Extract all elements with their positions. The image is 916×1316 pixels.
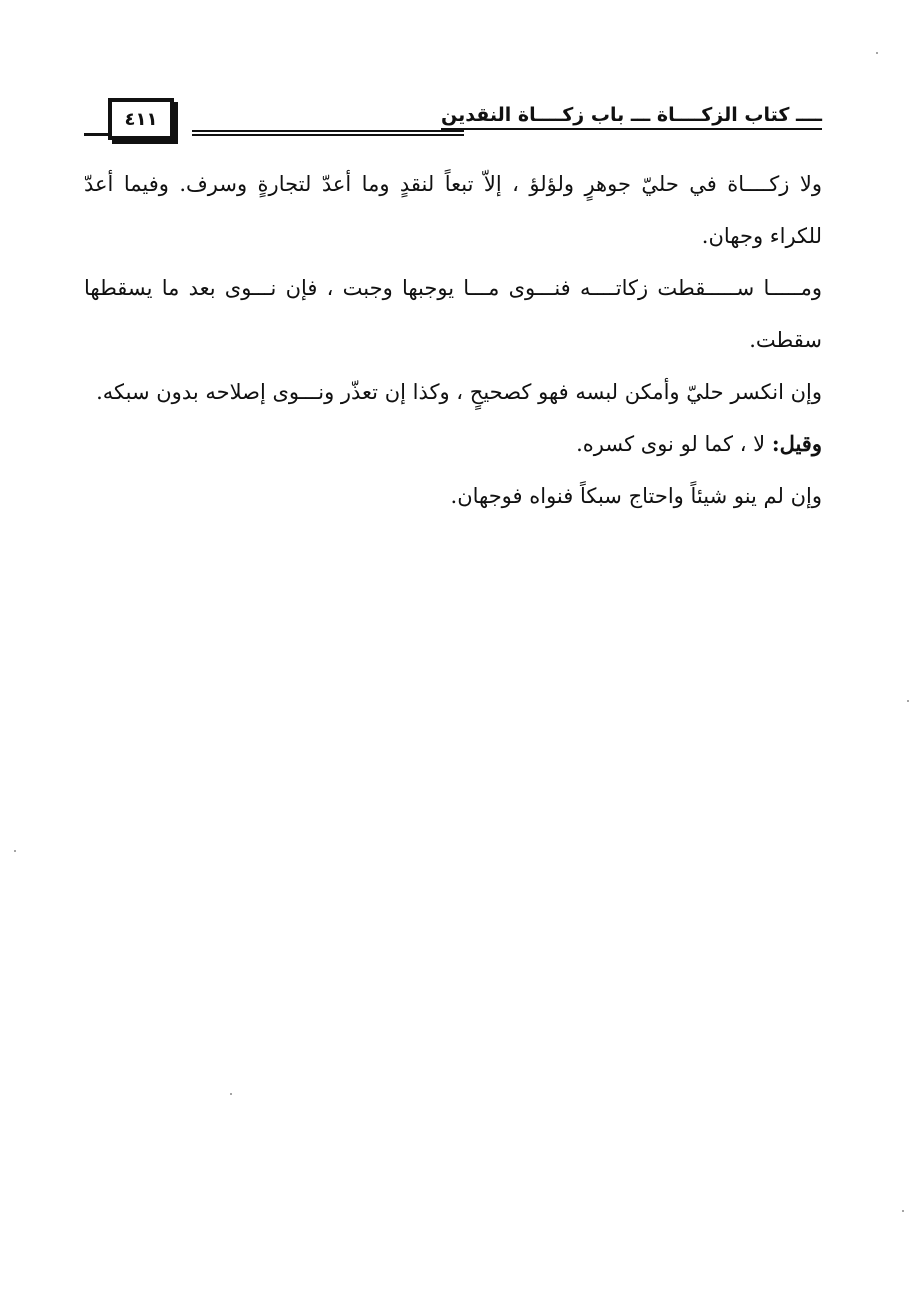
paragraph-4: [84, 418, 822, 470]
paragraph-text: ولا زكــــاة في حليّ جوهرٍ ولؤلؤ ، إلاّ تبعاً لنقدٍ وما أعدّ لتجارةٍ وسرف. وفيما أعدّ للكراء وجهان.: [84, 172, 822, 248]
scan-speck: [876, 52, 878, 54]
scan-speck: [902, 1210, 904, 1212]
paragraph-text: وإن لم ينو شيئاً واحتاج سبكاً فنواه فوجهان.: [450, 484, 822, 508]
body-text: [84, 158, 822, 522]
scan-speck: [14, 850, 16, 852]
paragraph-text: وإن انكسر حليّ وأمكن لبسه فهو كصحيحٍ ، وكذا إن تعذّر ونـــوى إصلاحه بدون سبكه.: [96, 380, 822, 404]
paragraph-5: [84, 470, 822, 522]
paragraph-text: ومـــــا ســـــقطت زكاتــــه فنـــوى مـــا يوجبها وجبت ، فإن نـــوى بعد ما يسقطها سقطت.: [84, 276, 822, 352]
paragraph-3: [84, 366, 822, 418]
header-rule: [192, 130, 464, 136]
running-title: ــــ كتاب الزكــــاة ـــ باب زكــــاة النقدين: [441, 104, 822, 130]
scan-speck: [230, 1093, 232, 1095]
paragraph-2: [84, 262, 822, 366]
paragraph-text: لا ، كما لو نوى كسره.: [576, 432, 772, 456]
scan-speck: [907, 700, 909, 702]
paragraph-lead: وقيل:: [771, 431, 822, 456]
paragraph-1: [84, 158, 822, 262]
header-rule-stub: [84, 133, 108, 136]
page-header: [84, 92, 822, 142]
page-number: ٤١١: [108, 98, 174, 140]
